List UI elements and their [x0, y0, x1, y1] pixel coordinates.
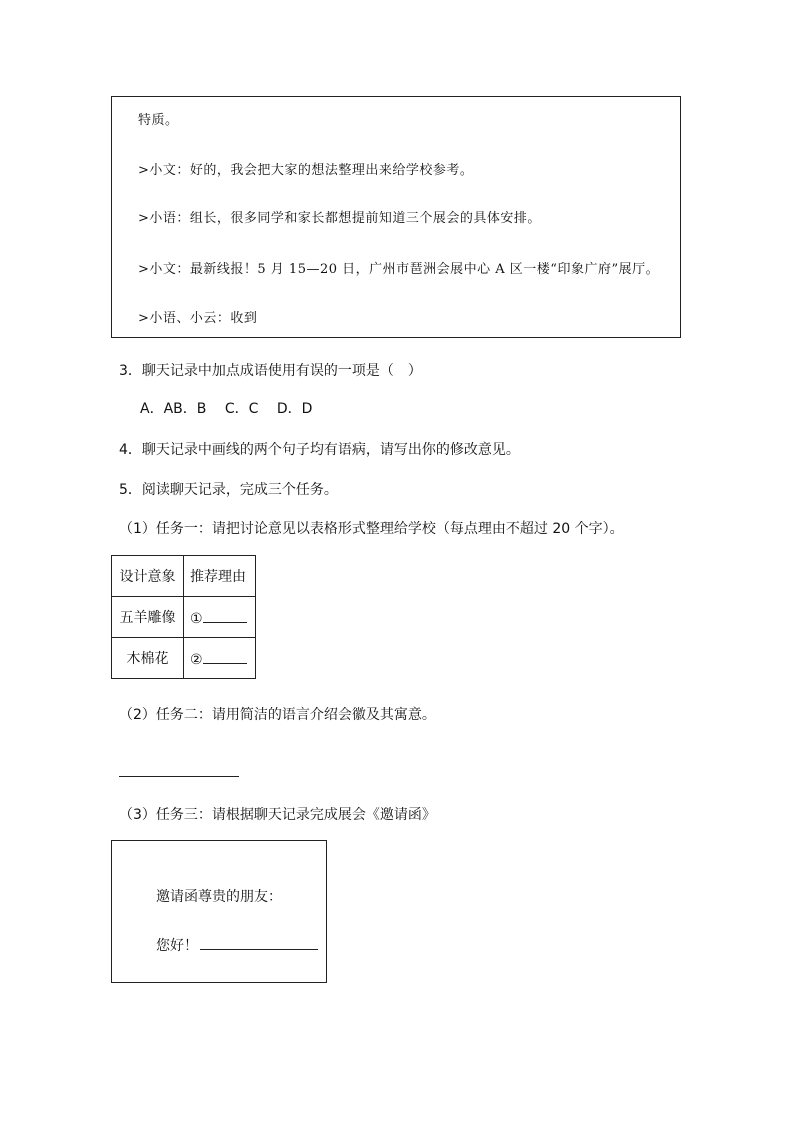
chat-line: >小文：好的，我会把大家的想法整理出来给学校参考。 [138, 163, 474, 178]
invitation-hello: 您好！ [156, 938, 198, 954]
task-2: （2）任务二：请用简洁的语言介绍会徽及其寓意。 [119, 707, 436, 723]
chat-line: >小语、小云：收到 [138, 311, 258, 326]
invitation-greeting: 邀请函尊贵的朋友： [156, 889, 282, 905]
answer-blank-line[interactable] [119, 776, 239, 777]
question-3-options: A．AB．B C．C D．D [140, 401, 313, 417]
recommendation-table [111, 555, 256, 679]
table-cell-item: 木棉花 [112, 638, 184, 679]
invitation-hello-row [156, 935, 318, 955]
table-cell-answer [184, 597, 256, 638]
chat-line: >小语：组长，很多同学和家长都想提前知道三个展会的具体安排。 [138, 211, 541, 226]
question-3: 3．聊天记录中加点成语使用有误的一项是（ ） [119, 363, 422, 379]
chat-record-box [111, 96, 681, 338]
table-cell-answer [184, 638, 256, 679]
chat-line: >小文：最新线报！5 月 15—20 日，广州市琶洲会展中心 A 区一楼“印象广府”展厅。 [138, 262, 660, 277]
invitation-box [111, 840, 327, 983]
table-row [112, 638, 256, 679]
answer-blank[interactable] [203, 649, 247, 664]
table-header-cell: 设计意象 [112, 556, 184, 597]
task-3: （3）任务三：请根据聊天记录完成展会《邀请函》 [119, 807, 436, 823]
table-row [112, 597, 256, 638]
table-cell-item: 五羊雕像 [112, 597, 184, 638]
answer-blank[interactable] [203, 608, 247, 623]
table-header-cell: 推荐理由 [184, 556, 256, 597]
table-header-row [112, 556, 256, 597]
invitation-blank[interactable] [200, 935, 318, 950]
question-5: 5．阅读聊天记录，完成三个任务。 [119, 482, 338, 498]
task-1: （1）任务一：请把讨论意见以表格形式整理给学校（每点理由不超过 20 个字）。 [119, 521, 624, 537]
answer-mark: ① [190, 610, 203, 627]
chat-line: 特质。 [138, 113, 179, 128]
question-4: 4．聊天记录中画线的两个句子均有语病，请写出你的修改意见。 [119, 442, 520, 458]
answer-mark: ② [190, 651, 203, 668]
